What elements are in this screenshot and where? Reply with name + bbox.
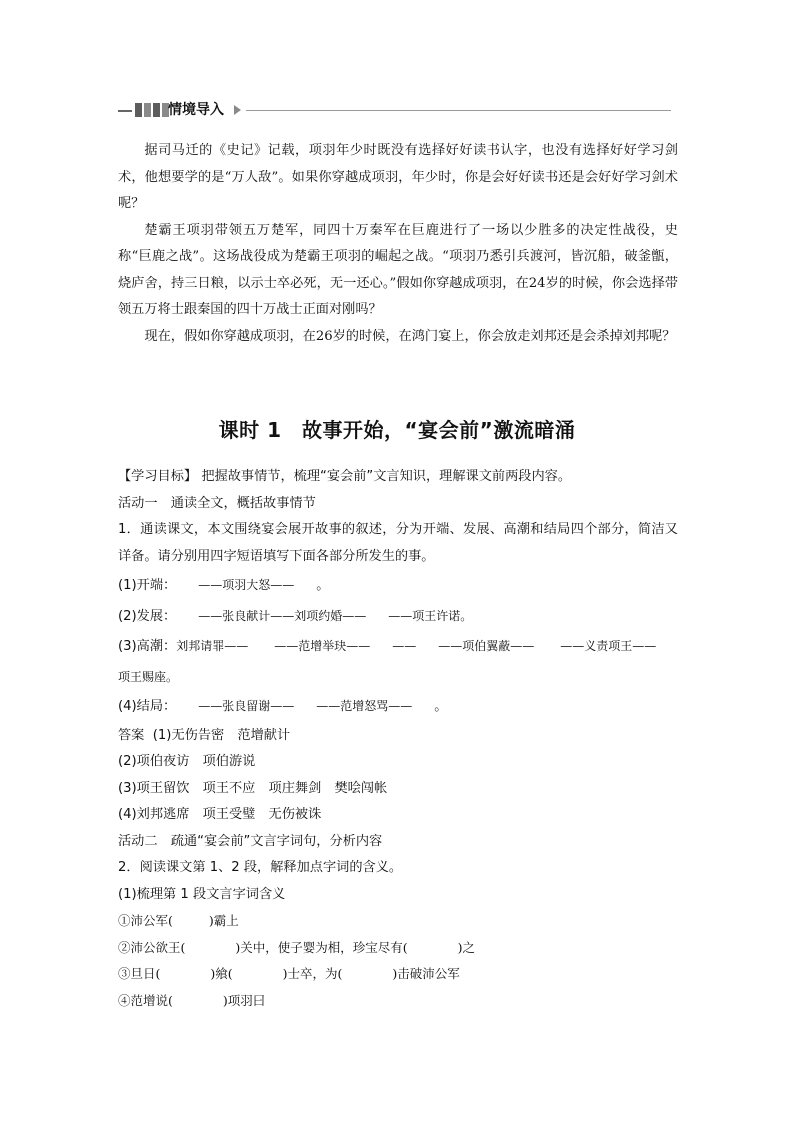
- vocab-item-4: ④范增说( )项羽曰: [118, 992, 266, 1008]
- fill-segment: ——范增怒骂——: [316, 699, 413, 713]
- answer-text: (1)无伤告密 范增献计: [152, 727, 291, 743]
- header-rule: [246, 110, 671, 111]
- fill-segment: ——义责项王——: [560, 639, 657, 653]
- answer-label: 答案: [118, 727, 145, 743]
- fill-segment: ——项伯翼蔽——: [438, 639, 535, 653]
- fill-label: (1)开端：: [118, 578, 177, 593]
- fill-segment: ——张良留谢——: [198, 699, 295, 713]
- goal-label: 【学习目标】: [118, 469, 198, 484]
- intro-paragraph: 现在，假如你穿越成项羽，在26岁的时候，在鸿门宴上，你会放走刘邦还是会杀掉刘邦呢？: [144, 328, 676, 344]
- vocab-item-1: ①沛公军( )霸上: [118, 913, 239, 928]
- fill-label: (3)高潮：: [118, 639, 177, 654]
- fill-jieju: [118, 693, 678, 721]
- fill-end: 。: [434, 699, 448, 714]
- intro-paragraph: 据司马迁的《史记》记载，项羽年少时既没有选择好好读书认字，也没有选择好好学习剑术，他想要学的是“万人敌”。如果你穿越成项羽，年少时，你是会好好读书还是会好好学习剑术呢？: [118, 143, 678, 211]
- activity-one-title: 活动一 通读全文，概括故事情节: [118, 495, 316, 511]
- lesson-title: 课时 1 故事开始，“宴会前”激流暗涌: [218, 418, 576, 442]
- fill-gaochao-cont: 项王赐座。: [118, 669, 179, 684]
- vocab-item-2: ②沛公欲王( )关中，使子婴为相，珍宝尽有( )之: [118, 939, 476, 955]
- fill-segment: ——范增举玦——: [274, 639, 371, 653]
- fill-label: (4)结局：: [118, 699, 177, 714]
- fill-segment: ——项羽大怒——: [198, 578, 295, 592]
- intro-text: [118, 138, 678, 350]
- fill-segment: ——项王许诺。: [388, 608, 473, 623]
- fill-segment: ——张良献计——刘项约婚——: [198, 608, 367, 623]
- fill-segment: 刘邦请罪——: [176, 639, 249, 653]
- vocab-item-3: ③旦日( )飨( )士卒，为( )击破沛公军: [118, 966, 460, 981]
- header-blocks-decoration: [135, 103, 169, 117]
- section-header: [118, 100, 671, 122]
- question-two-prompt: 2．阅读课文第 1、2 段，解释加点字词的含义。: [118, 860, 403, 875]
- answer-line-4: (4)刘邦逃席 项王受璧 无伤被诛: [118, 807, 322, 822]
- answer-line-1: [118, 723, 678, 750]
- fill-label: (2)发展：: [118, 608, 177, 624]
- subsection-title: (1)梳理第 1 段文言字词含义: [118, 886, 286, 902]
- answer-line-3: (3)项王留饮 项王不应 项庄舞剑 樊哙闯帐: [118, 780, 388, 796]
- question-one-prompt: 1．通读课文，本文围绕宴会展开故事的叙述，分为开端、发展、高潮和结局四个部分，简洁又详备。请分别用四字短语填写下面各部分所发生的事。: [118, 522, 678, 564]
- fill-segment: ——: [392, 639, 417, 653]
- triangle-right-icon: [234, 105, 241, 115]
- header-dash-decoration: [118, 110, 132, 112]
- lesson-body: [118, 464, 678, 1014]
- fill-gaochao: [118, 633, 678, 661]
- answer-line-2: (2)项伯夜访 项伯游说: [118, 754, 256, 769]
- learning-goal: [118, 464, 678, 491]
- fill-end: 。: [316, 578, 330, 593]
- goal-text: 把握故事情节，梳理“宴会前”文言知识，理解课文前两段内容。: [201, 469, 572, 484]
- activity-two-title: 活动二 疏通“宴会前”文言字词句，分析内容: [118, 833, 383, 849]
- fill-fazhan: [118, 603, 678, 631]
- section-title: 情境导入: [168, 102, 224, 118]
- intro-paragraph: 楚霸王项羽带领五万楚军，同四十万秦军在巨鹿进行了一场以少胜多的决定性战役，史称“巨鹿之战”。这场战役成为楚霸王项羽的崛起之战。“项羽乃悉引兵渡河，皆沉船，破釜甑，烧庐舍，持三日粮，以示士卒必死，无一还心。”假如你穿越成项羽，在24岁的时候，你会选择带领五万将士跟秦国的四十万战士正面对刚吗？: [118, 222, 678, 317]
- fill-kaiduan: [118, 572, 678, 600]
